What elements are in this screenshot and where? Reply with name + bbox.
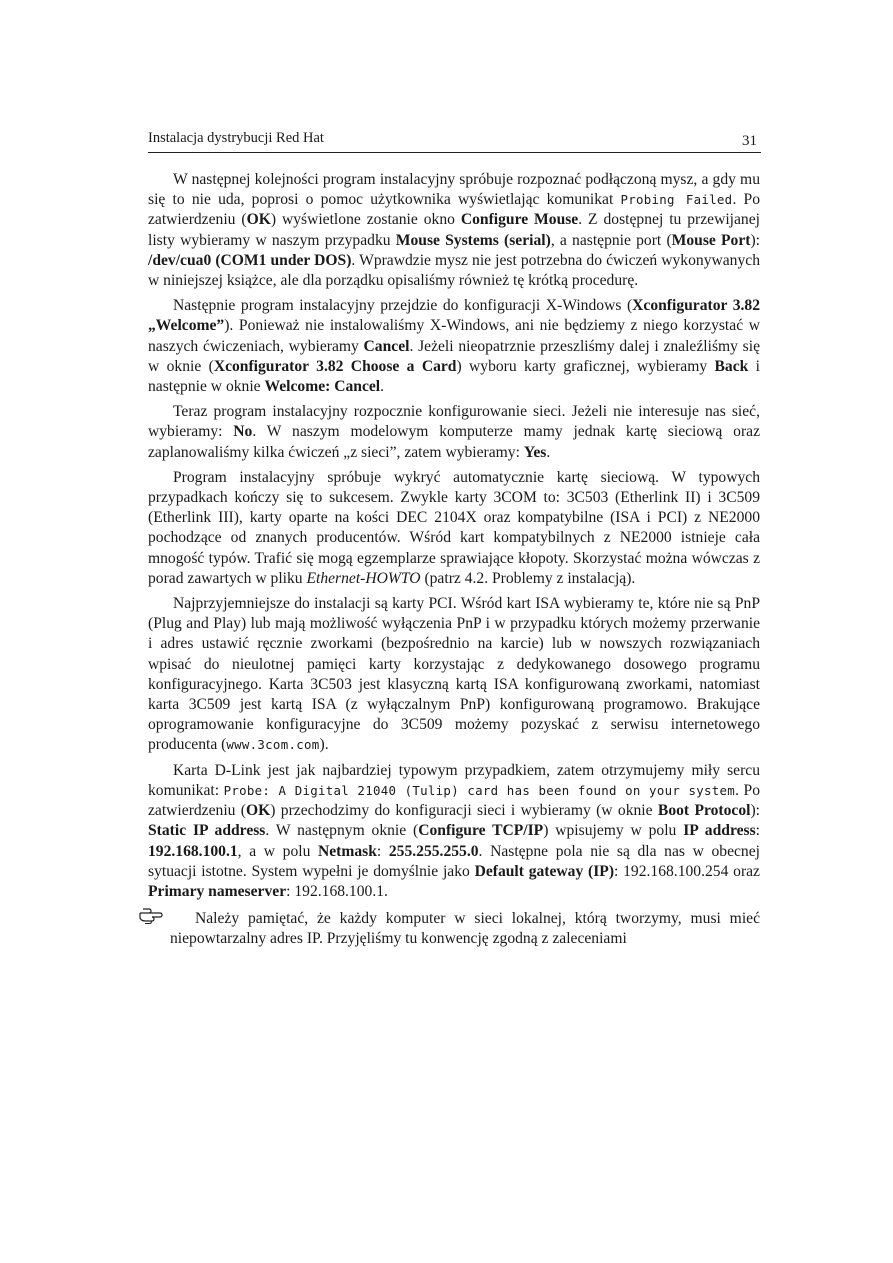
bold-term: Netmask <box>318 842 377 860</box>
text: . Następne pola nie są dla nas w obecnej sytuacji istotne. System wypełni je domyślnie jako <box>148 842 760 880</box>
bold-term: OK <box>246 802 271 820</box>
text: W następnej kolejności program instalacyjny spróbuje rozpoznać podłączoną mysz, a gdy mu się to nie uda, poprosi o pomoc użytkownika wyświetlając komunikat <box>148 171 760 209</box>
bold-term: No <box>233 423 253 441</box>
bold-term: Default gateway (IP) <box>474 862 615 880</box>
bold-term: OK <box>246 211 271 229</box>
bold-term: Mouse Systems (serial) <box>395 231 551 249</box>
text: ). Ponieważ nie instalowaliśmy X-Windows, ani nie będziemy z niego korzystać w naszych ćwiczeniach, wybieramy <box>148 317 760 355</box>
text: ) przechodzimy do konfiguracji sieci i wybieramy (w oknie <box>270 802 658 820</box>
bold-term: Configure Mouse <box>460 211 579 229</box>
bold-term: Welcome: Cancel <box>264 378 381 396</box>
page-body <box>148 170 760 955</box>
text: ) wyświetlone zostanie okno <box>270 211 461 229</box>
paragraph-xwindows <box>148 296 760 397</box>
bold-term: 192.168.100.1 <box>148 842 238 860</box>
paragraph-pci-isa <box>148 594 760 756</box>
bold-term: Static IP address <box>148 822 266 840</box>
text: . Wprawdzie mysz nie jest potrzebna do ćwiczeń wykonywanych w niniejszej książce, ale dla porządku opisaliśmy również tę krótką procedurę. <box>148 251 760 290</box>
chapter-title: Instalacja dystrybucji Red Hat <box>148 130 324 146</box>
text: Najprzyjemniejsze do instalacji są karty PCI. Wśród kart ISA wybieramy te, które nie są PnP (Plug and Play) lub mają możliwość wyłączenia PnP i w przypadku których możemy przerwanie i adres ustawić ręcznie zworkami (bezpośrednio na karcie) lub w nowszych rozwiązaniach wpisać do nieulotnej pamięci karty korzystając z dedykowanego dosowego programu konfiguracyjnego. Karta 3C503 jest klasyczną kartą ISA konfigurowaną zworkami, natomiast karta 3C509 jest kartą ISA (z wyłączalnym PnP) konfigurowaną programowo. Brakujące oprogramowanie konfiguracyjne do 3C509 możemy pozyskać z serwisu internetowego producenta ( <box>148 595 760 754</box>
text: : 192.168.100.1. <box>286 882 388 900</box>
text: , a w polu <box>237 842 318 860</box>
text: , a następnie port ( <box>550 231 672 249</box>
running-header <box>148 128 761 153</box>
code-url: www.3com.com <box>226 737 320 753</box>
text: . Po zatwierdzeniu ( <box>148 781 760 820</box>
bold-term: Yes <box>523 443 547 461</box>
page-number: 31 <box>742 133 757 149</box>
bold-term: /dev/cua0 (COM1 under DOS) <box>148 251 352 269</box>
paragraph-dlink <box>148 761 760 902</box>
bold-term: Back <box>714 357 749 375</box>
text: Następnie program instalacyjny przejdzie do konfiguracji X-Windows ( <box>173 297 633 315</box>
code-probing-failed: Probing Failed <box>620 192 733 208</box>
text: : 192.168.100.254 oraz <box>614 862 760 880</box>
text: (patrz 4.2. Problemy z instalacją). <box>420 569 636 587</box>
bold-term: IP address <box>683 822 756 840</box>
bold-term: Primary nameserver <box>148 882 287 900</box>
text: Karta D-Link jest jak najbardziej typowym przypadkiem, zatem otrzymujemy miły sercu komunikat: <box>148 761 760 799</box>
text: ): <box>750 231 761 249</box>
bold-term: Cancel <box>363 337 410 355</box>
text: . <box>380 378 385 396</box>
note-block <box>148 909 760 949</box>
bold-term: Configure TCP/IP <box>418 822 544 840</box>
paragraph-mouse <box>148 170 760 291</box>
paragraph-card-detect <box>148 468 760 589</box>
text: ) wpisujemy w polu <box>543 822 684 840</box>
text: : <box>755 822 760 840</box>
text: : <box>376 842 389 860</box>
bold-term: Boot Protocol <box>657 802 751 820</box>
text: . Z dostępnej tu przewijanej listy wybieramy w naszym przypadku <box>148 211 760 249</box>
text: . Po zatwierdzeniu ( <box>148 191 760 229</box>
text: Teraz program instalacyjny rozpocznie konfigurowanie sieci. Jeżeli nie interesuje nas sieć, wybieramy: <box>148 403 760 441</box>
text: . W następnym oknie ( <box>265 822 419 840</box>
bold-term: Mouse Port <box>671 231 751 249</box>
text: ): <box>750 802 760 820</box>
text: . <box>546 443 551 461</box>
text: . Jeżeli nieopatrznie przeszliśmy dalej i znaleźliśmy się w oknie ( <box>148 337 760 375</box>
text: . W naszym modelowym komputerze mamy jednak kartę sieciową oraz zaplanowaliśmy kilka ćwiczeń „z sieci”, zatem wybieramy: <box>148 423 760 461</box>
code-probe-message: Probe: A Digital 21040 (Tulip) card has been found on your system <box>223 782 736 798</box>
italic-filename: Ethernet-HOWTO <box>306 569 421 587</box>
text: i następnie w oknie <box>148 357 760 396</box>
paragraph-network <box>148 402 760 463</box>
bold-term: Xconfigurator 3.82 Choose a Card <box>213 357 457 375</box>
text: ) wyboru karty graficznej, wybieramy <box>456 357 715 375</box>
bold-term: Xconfigurator 3.82 „Welcome” <box>148 297 760 335</box>
text: Program instalacyjny spróbuje wykryć automatycznie kartę sieciową. W typowych przypadkach kończy się to sukcesem. Zwykle karty 3COM to: 3C503 (Etherlink II) i 3C509 (Etherlink III), karty oparte na kości DEC 2104X oraz kompatybilne (ISA i PCI) z NE2000 pochodzące od znanych producentów. Wśród kart kompatybilnych z NE2000 istnieje cała mnogość typów. Trafić się mogą egzemplarze sprawiające kłopoty. Skorzystać można wówczas z porad zawartych w pliku <box>148 468 760 587</box>
text: ). <box>319 736 329 754</box>
bold-term: 255.255.255.0 <box>388 842 479 860</box>
note-text: Należy pamiętać, że każdy komputer w sieci lokalnej, którą tworzymy, musi mieć niepowtarzalny adres IP. Przyjęliśmy tu konwencję zgodną z zaleceniami <box>170 910 760 948</box>
pointing-hand-icon <box>138 907 164 925</box>
